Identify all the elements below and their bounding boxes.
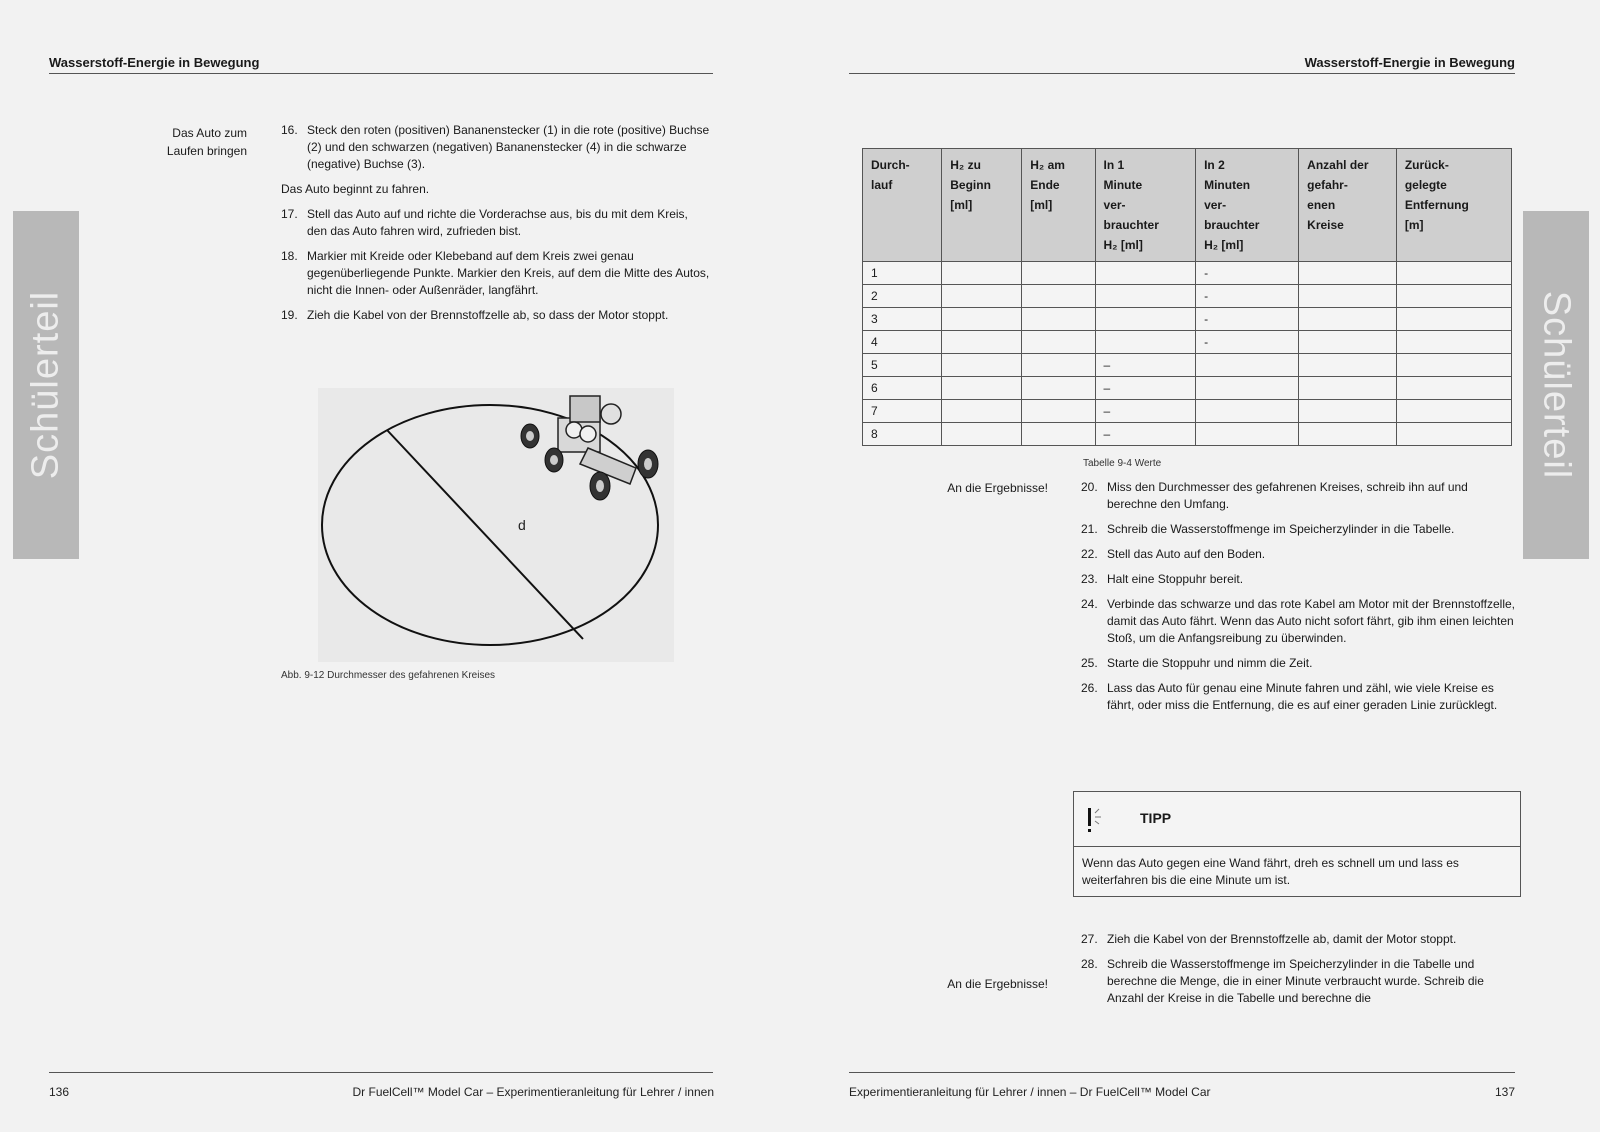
table-row (863, 400, 1512, 423)
step-number: 22. (1081, 547, 1098, 561)
left-steps (281, 122, 711, 332)
step-22 (1081, 546, 1517, 563)
table-cell: 8 (863, 423, 942, 446)
table-cell (1299, 308, 1397, 331)
step-number: 20. (1081, 480, 1098, 494)
table-cell: – (1095, 423, 1196, 446)
step-text: Schreib die Wasserstoffmenge im Speicherzylinder in die Tabelle und berechne die Menge, die in einer Minute verbraucht wurde. Schreib die Anzahl der Kreise in die Tabelle und berechne die (1107, 957, 1484, 1005)
step-18 (281, 248, 711, 299)
step-text: Verbinde das schwarze und das rote Kabel am Motor mit der Brennstoffzelle, damit das Auto fährt. Wenn das Auto nicht sofort fährt, gib ihm einen leichten Stoß, um die Anfangsreibung zu überwinden. (1107, 597, 1515, 645)
step-number: 24. (1081, 597, 1098, 611)
table-row (863, 331, 1512, 354)
left-side-tab-label: Schülerteil (24, 290, 67, 480)
table-cell (942, 285, 1022, 308)
table-cell (1396, 308, 1511, 331)
margin-label-results-1: An die Ergebnisse! (947, 481, 1048, 495)
table-row (863, 262, 1512, 285)
step-24 (1081, 596, 1517, 647)
table-row (863, 377, 1512, 400)
left-side-tab (13, 211, 79, 559)
table-caption: Tabelle 9-4 Werte (1083, 458, 1162, 469)
table-cell (1299, 285, 1397, 308)
step-28 (1081, 956, 1517, 1007)
table-cell (1396, 423, 1511, 446)
table-cell: - (1196, 262, 1299, 285)
table-cell (1196, 400, 1299, 423)
right-side-tab-label: Schülerteil (1535, 290, 1578, 480)
right-page-number: 137 (1494, 1085, 1515, 1099)
table-cell (1396, 262, 1511, 285)
table-row (863, 354, 1512, 377)
diameter-label: d (518, 517, 526, 533)
step-16 (281, 122, 711, 173)
step-text: Miss den Durchmesser des gefahrenen Kreises, schreib ihn auf und berechne den Umfang. (1107, 480, 1468, 511)
step-number: 19. (281, 308, 298, 322)
table-cell: 3 (863, 308, 942, 331)
right-footer-rule (849, 1072, 1515, 1073)
table-cell (1095, 285, 1196, 308)
tip-text: Wenn das Auto gegen eine Wand fährt, dreh es schnell um und lass es weiterfahren bis die eine Minute um ist. (1082, 856, 1459, 887)
step-text: Stell das Auto auf den Boden. (1107, 547, 1266, 561)
table-cell: 2 (863, 285, 942, 308)
table-cell (1196, 354, 1299, 377)
step-text: Halt eine Stoppuhr bereit. (1107, 572, 1244, 586)
table-cell (1299, 331, 1397, 354)
step-text: Markier mit Kreide oder Klebeband auf dem Kreis zwei genau gegenüberliegende Punkte. Markier den Kreis, auf dem die Mitte des Autos, nicht die Innen- oder Außenräder, langfährt. (307, 249, 710, 297)
tip-box-header (1074, 792, 1520, 847)
table-cell (1396, 354, 1511, 377)
table-cell (942, 308, 1022, 331)
step-text: Schreib die Wasserstoffmenge im Speicherzylinder in die Tabelle. (1107, 522, 1455, 536)
table-cell: – (1095, 400, 1196, 423)
right-side-tab (1523, 211, 1589, 559)
left-header-rule (49, 73, 713, 74)
table-cell (1022, 354, 1095, 377)
step-20 (1081, 479, 1517, 513)
margin-label-start-car: Das Auto zum Laufen bringen (166, 126, 247, 158)
table-cell: 7 (863, 400, 942, 423)
table-row (863, 423, 1512, 446)
table-cell (1299, 354, 1397, 377)
table-cell: 6 (863, 377, 942, 400)
step-27 (1081, 931, 1517, 948)
step-number: 25. (1081, 656, 1098, 670)
figure-background (318, 388, 674, 662)
right-steps-a (1081, 479, 1517, 722)
tip-box (1073, 791, 1521, 897)
step-number: 26. (1081, 681, 1098, 695)
table-cell (1299, 262, 1397, 285)
step-number: 27. (1081, 932, 1098, 946)
table-cell (1299, 423, 1397, 446)
right-header-title: Wasserstoff-Energie in Bewegung (1304, 55, 1515, 70)
table-cell (1022, 400, 1095, 423)
table-cell: - (1196, 331, 1299, 354)
table-cell: 4 (863, 331, 942, 354)
table-header-cell: H₂ zu Beginn [ml] (942, 149, 1022, 262)
table-cell (1022, 423, 1095, 446)
table-cell (1196, 423, 1299, 446)
table-body (863, 262, 1512, 446)
step-19 (281, 307, 711, 324)
step-number: 16. (281, 123, 298, 137)
table-cell: – (1095, 354, 1196, 377)
step-text: Lass das Auto für genau eine Minute fahren und zähl, wie viele Kreise es fährt, oder miss die Entfernung, die es auf einer geraden Linie zurücklegt. (1107, 681, 1498, 712)
table-header-cell: In 2 Minuten ver- brauchter H₂ [ml] (1196, 149, 1299, 262)
margin-label-results-2: An die Ergebnisse! (947, 977, 1048, 991)
table-cell (1396, 377, 1511, 400)
step-text: Steck den roten (positiven) Bananenstecker (1) in die rote (positive) Buchse (2) und den schwarzen (negativen) Bananenstecker (4) in die schwarze (negative) Buchse (3). (307, 123, 710, 171)
circle-diameter-figure (318, 388, 674, 662)
values-table (862, 148, 1512, 446)
table-cell: – (1095, 377, 1196, 400)
exclamation-tip-icon (1084, 804, 1108, 834)
table-row (863, 285, 1512, 308)
step-number: 23. (1081, 572, 1098, 586)
table-cell (1196, 377, 1299, 400)
table-header-cell: H₂ am Ende [ml] (1022, 149, 1095, 262)
right-steps-b (1081, 931, 1517, 1015)
table-cell (942, 331, 1022, 354)
step-text: Zieh die Kabel von der Brennstoffzelle ab, damit der Motor stoppt. (1107, 932, 1457, 946)
step-17 (281, 206, 711, 240)
table-cell: 1 (863, 262, 942, 285)
table-cell (1022, 308, 1095, 331)
left-footer-rule (49, 1072, 713, 1073)
table-cell (1095, 331, 1196, 354)
step-text: Stell das Auto auf und richte die Vorderachse aus, bis du mit dem Kreis, den das Auto fahren wird, zufrieden bist. (307, 207, 688, 238)
step-number: 21. (1081, 522, 1098, 536)
table-cell (1022, 377, 1095, 400)
table-cell: 5 (863, 354, 942, 377)
table-header-cell: Anzahl der gefahr- enen Kreise (1299, 149, 1397, 262)
right-footer-text: Experimentieranleitung für Lehrer / innen – Dr FuelCell™ Model Car (849, 1085, 1211, 1099)
tip-title: TIPP (1140, 810, 1172, 826)
step-21 (1081, 521, 1517, 538)
table-cell (942, 423, 1022, 446)
step-text: Starte die Stoppuhr und nimm die Zeit. (1107, 656, 1313, 670)
table-header-row (863, 149, 1512, 262)
step-text: Zieh die Kabel von der Brennstoffzelle ab, so dass der Motor stoppt. (307, 308, 669, 322)
table-header-cell: Durch- lauf (863, 149, 942, 262)
table-cell (1022, 262, 1095, 285)
left-footer-text: Dr FuelCell™ Model Car – Experimentieranleitung für Lehrer / innen (352, 1085, 714, 1099)
table-header-cell: Zurück- gelegte Entfernung [m] (1396, 149, 1511, 262)
table-cell (1022, 331, 1095, 354)
step-number: 18. (281, 249, 298, 263)
table-cell (942, 400, 1022, 423)
table-cell (1299, 377, 1397, 400)
table-cell (1095, 308, 1196, 331)
table-header-cell: In 1 Minute ver- brauchter H₂ [ml] (1095, 149, 1196, 262)
table-cell (942, 262, 1022, 285)
table-cell (1396, 285, 1511, 308)
left-header-title: Wasserstoff-Energie in Bewegung (49, 55, 260, 70)
right-header-rule (849, 73, 1515, 74)
table-cell (1396, 400, 1511, 423)
table-cell (1022, 285, 1095, 308)
left-page-number: 136 (49, 1085, 70, 1099)
step-number: 28. (1081, 957, 1098, 971)
table-row (863, 308, 1512, 331)
table-cell (942, 377, 1022, 400)
table-cell: - (1196, 285, 1299, 308)
table-cell (1299, 400, 1397, 423)
table-cell (1095, 262, 1196, 285)
plain-note: Das Auto beginnt zu fahren. (281, 182, 430, 196)
step-number: 17. (281, 207, 298, 221)
table-cell (1396, 331, 1511, 354)
table-cell: - (1196, 308, 1299, 331)
step-26 (1081, 680, 1517, 714)
step-23 (1081, 571, 1517, 588)
table-cell (942, 354, 1022, 377)
figure-caption: Abb. 9-12 Durchmesser des gefahrenen Kreises (281, 670, 496, 681)
step-25 (1081, 655, 1517, 672)
